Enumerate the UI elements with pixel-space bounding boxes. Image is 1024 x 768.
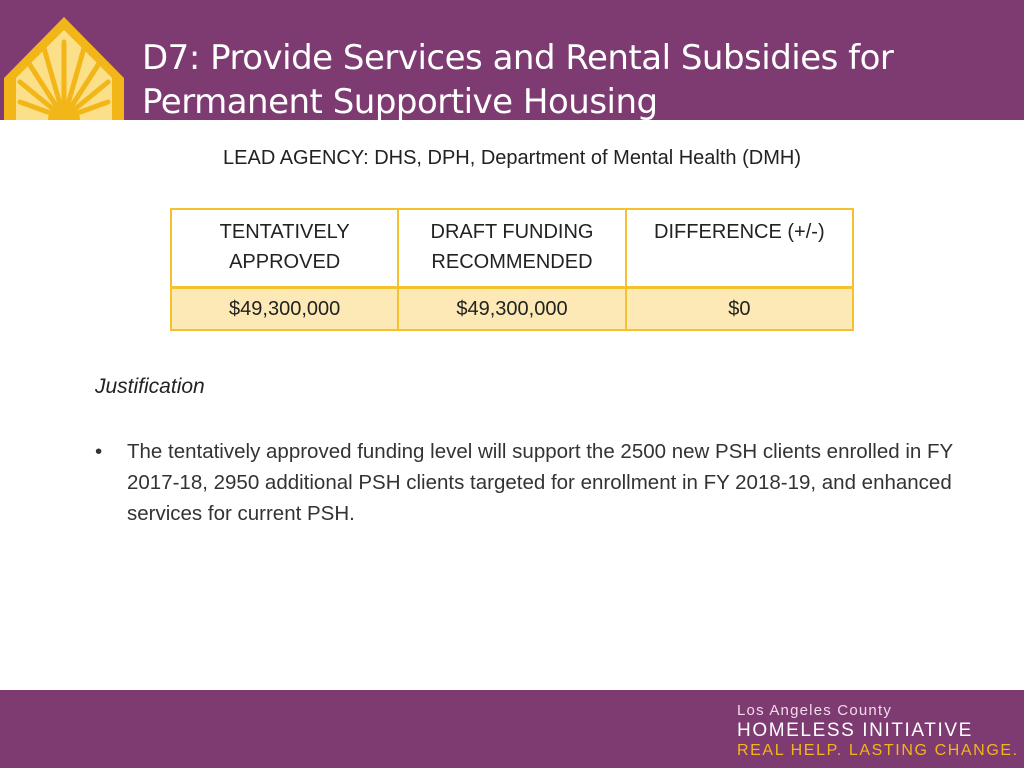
header-banner [0, 0, 1024, 120]
header-cell-line: TENTATIVELY [219, 221, 350, 243]
funding-table-header-row [171, 209, 853, 288]
justification-list [95, 436, 975, 529]
footer-banner [0, 690, 1024, 768]
justification-heading: Justification [95, 375, 205, 398]
bullet-icon: • [95, 440, 103, 463]
header-cell-line: APPROVED [229, 251, 341, 273]
brand-county: Los Angeles County [737, 702, 893, 719]
page-title-line-2: Permanent Supportive Housing [142, 82, 658, 122]
header-difference [626, 209, 853, 288]
header-cell-line: DIFFERENCE (+/-) [654, 221, 825, 243]
justification-text: The tentatively approved funding level will support the 2500 new PSH clients enrolled in FY 2017-18, 2950 additional PSH clients targeted for enrollment in FY 2018-19, and enhanced services for current PSH. [127, 440, 953, 525]
tentatively-approved-value: $49,300,000 [171, 288, 398, 331]
homeless-initiative-logo [737, 702, 1024, 760]
page-title [142, 36, 1002, 124]
draft-funding-value: $49,300,000 [398, 288, 625, 331]
header-cell-line: DRAFT FUNDING [430, 221, 594, 243]
table-row [171, 288, 853, 331]
brand-name: HOMELESS INITIATIVE [737, 720, 973, 741]
page-title-line-1: D7: Provide Services and Rental Subsidies for [142, 38, 894, 78]
lead-agency-text: LEAD AGENCY: DHS, DPH, Department of Mental Health (DMH) [223, 147, 801, 169]
brand-tagline: REAL HELP. LASTING CHANGE. [737, 742, 1019, 759]
funding-table [170, 208, 854, 331]
sunburst-house-icon [0, 14, 128, 120]
header-tentatively-approved [171, 209, 398, 288]
difference-value: $0 [626, 288, 853, 331]
header-draft-funding-recommended [398, 209, 625, 288]
header-cell-line: RECOMMENDED [431, 251, 593, 273]
list-item [95, 436, 975, 529]
